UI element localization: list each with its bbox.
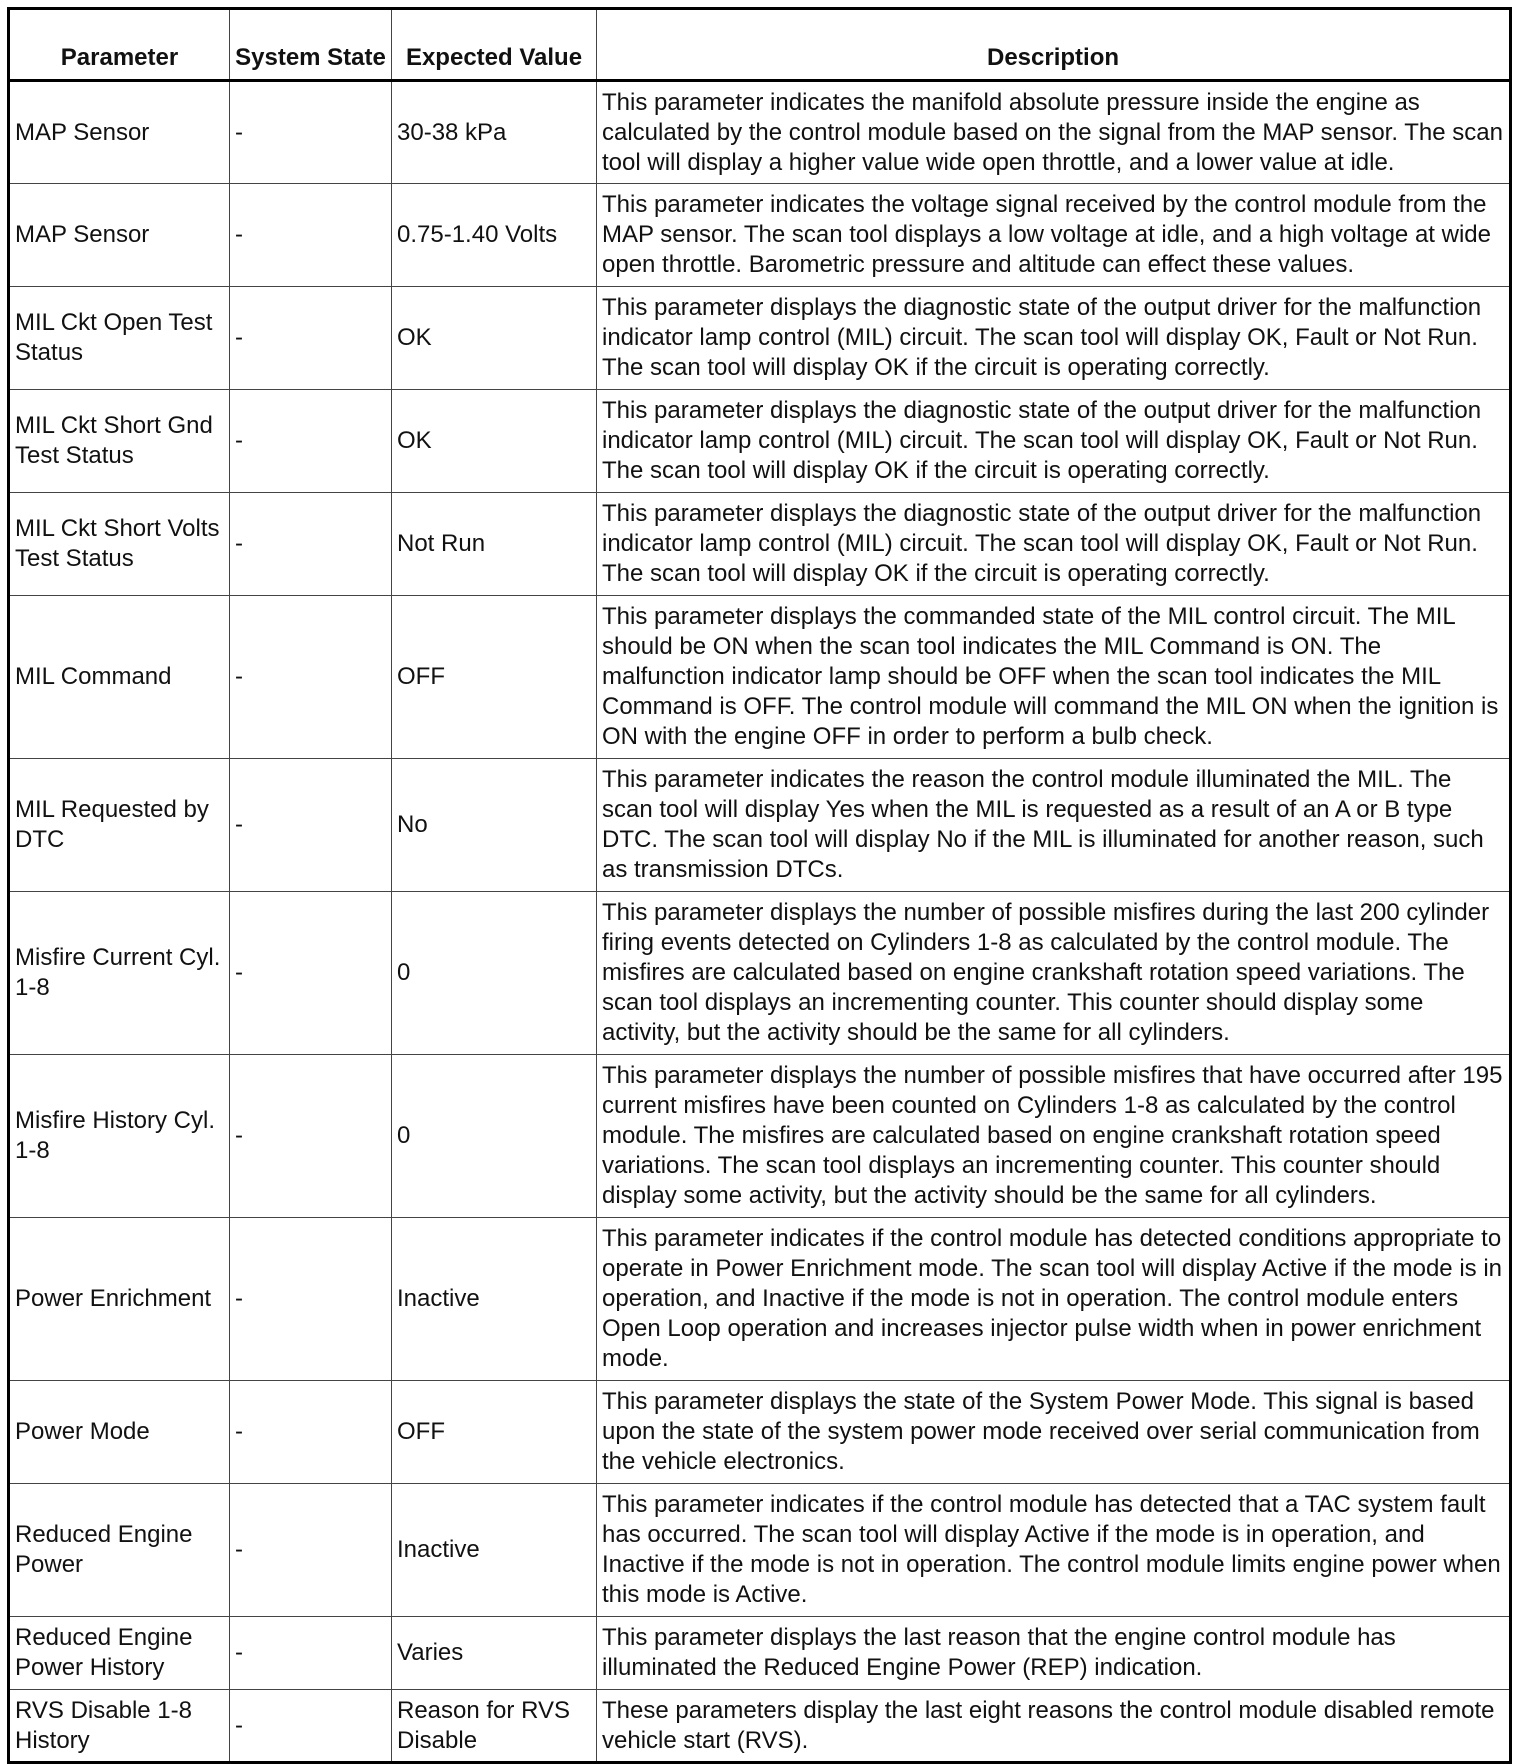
header-expected-value: Expected Value	[392, 9, 597, 81]
cell-parameter: RVS Disable 1-8 History	[9, 1690, 230, 1763]
table-row	[9, 1690, 1511, 1763]
table-row	[9, 184, 1511, 287]
cell-description: This parameter displays the last reason that the engine control module has illuminated the Reduced Engine Power (REP) indication.	[597, 1617, 1511, 1690]
table-row	[9, 1381, 1511, 1484]
cell-expected-value: 0	[392, 892, 597, 1055]
cell-system-state: -	[230, 1055, 392, 1218]
cell-expected-value: 30-38 kPa	[392, 81, 597, 184]
table-row	[9, 1055, 1511, 1218]
cell-parameter: Misfire Current Cyl. 1-8	[9, 892, 230, 1055]
cell-expected-value: 0.75-1.40 Volts	[392, 184, 597, 287]
cell-expected-value: 0	[392, 1055, 597, 1218]
table-row	[9, 759, 1511, 892]
cell-system-state: -	[230, 1484, 392, 1617]
cell-description: These parameters display the last eight reasons the control module disabled remote vehicle start (RVS).	[597, 1690, 1511, 1763]
table-row	[9, 1484, 1511, 1617]
cell-parameter: Reduced Engine Power History	[9, 1617, 230, 1690]
cell-parameter: MIL Ckt Short Gnd Test Status	[9, 390, 230, 493]
cell-description: This parameter displays the number of possible misfires during the last 200 cylinder firing events detected on Cylinders 1-8 as calculated by the control module. The misfires are calculated based on engine crankshaft rotation speed variations. The scan tool displays an incrementing counter. This counter should display some activity, but the activity should be the same for all cylinders.	[597, 892, 1511, 1055]
table-row	[9, 596, 1511, 759]
table-row	[9, 287, 1511, 390]
header-row	[9, 9, 1511, 81]
cell-description: This parameter indicates if the control module has detected conditions appropriate to operate in Power Enrichment mode. The scan tool will display Active if the mode is in operation, and Inactive if the mode is not in operation. The control module enters Open Loop operation and increases injector pulse width when in power enrichment mode.	[597, 1218, 1511, 1381]
table-row	[9, 1218, 1511, 1381]
table-row	[9, 1617, 1511, 1690]
cell-parameter: MIL Ckt Short Volts Test Status	[9, 493, 230, 596]
cell-expected-value: OFF	[392, 596, 597, 759]
cell-system-state: -	[230, 892, 392, 1055]
cell-system-state: -	[230, 1381, 392, 1484]
cell-parameter: MIL Command	[9, 596, 230, 759]
header-description: Description	[597, 9, 1511, 81]
cell-description: This parameter indicates the manifold absolute pressure inside the engine as calculated by the control module based on the signal from the MAP sensor. The scan tool will display a higher value wide open throttle, and a lower value at idle.	[597, 81, 1511, 184]
cell-expected-value: OK	[392, 287, 597, 390]
header-parameter: Parameter	[9, 9, 230, 81]
cell-expected-value: Varies	[392, 1617, 597, 1690]
table-row	[9, 81, 1511, 184]
cell-system-state: -	[230, 1218, 392, 1381]
parameter-table	[7, 7, 1512, 1764]
cell-parameter: Power Enrichment	[9, 1218, 230, 1381]
cell-system-state: -	[230, 81, 392, 184]
cell-parameter: Misfire History Cyl. 1-8	[9, 1055, 230, 1218]
cell-system-state: -	[230, 1690, 392, 1763]
cell-expected-value: No	[392, 759, 597, 892]
cell-expected-value: Inactive	[392, 1484, 597, 1617]
cell-description: This parameter displays the commanded state of the MIL control circuit. The MIL should be ON when the scan tool indicates the MIL Command is ON. The malfunction indicator lamp should be OFF when the scan tool indicates the MIL Command is OFF. The control module will command the MIL ON when the ignition is ON with the engine OFF in order to perform a bulb check.	[597, 596, 1511, 759]
cell-system-state: -	[230, 493, 392, 596]
cell-expected-value: OFF	[392, 1381, 597, 1484]
cell-description: This parameter displays the diagnostic state of the output driver for the malfunction indicator lamp control (MIL) circuit. The scan tool will display OK, Fault or Not Run. The scan tool will display OK if the circuit is operating correctly.	[597, 493, 1511, 596]
cell-system-state: -	[230, 596, 392, 759]
cell-expected-value: Reason for RVS Disable	[392, 1690, 597, 1763]
cell-parameter: Power Mode	[9, 1381, 230, 1484]
cell-description: This parameter displays the diagnostic state of the output driver for the malfunction indicator lamp control (MIL) circuit. The scan tool will display OK, Fault or Not Run. The scan tool will display OK if the circuit is operating correctly.	[597, 390, 1511, 493]
cell-system-state: -	[230, 184, 392, 287]
cell-description: This parameter indicates if the control module has detected that a TAC system fault has occurred. The scan tool will display Active if the mode is in operation, and Inactive if the mode is not in operation. The control module limits engine power when this mode is Active.	[597, 1484, 1511, 1617]
cell-parameter: MAP Sensor	[9, 81, 230, 184]
cell-parameter: MAP Sensor	[9, 184, 230, 287]
header-system-state: System State	[230, 9, 392, 81]
cell-description: This parameter displays the state of the System Power Mode. This signal is based upon the state of the system power mode received over serial communication from the vehicle electronics.	[597, 1381, 1511, 1484]
cell-expected-value: Not Run	[392, 493, 597, 596]
table-row	[9, 892, 1511, 1055]
cell-expected-value: OK	[392, 390, 597, 493]
table-row	[9, 493, 1511, 596]
table-row	[9, 390, 1511, 493]
cell-expected-value: Inactive	[392, 1218, 597, 1381]
cell-description: This parameter indicates the reason the control module illuminated the MIL. The scan tool will display Yes when the MIL is requested as a result of an A or B type DTC. The scan tool will display No if the MIL is illuminated for another reason, such as transmission DTCs.	[597, 759, 1511, 892]
cell-parameter: MIL Requested by DTC	[9, 759, 230, 892]
cell-system-state: -	[230, 390, 392, 493]
cell-parameter: MIL Ckt Open Test Status	[9, 287, 230, 390]
cell-system-state: -	[230, 759, 392, 892]
cell-description: This parameter displays the diagnostic state of the output driver for the malfunction indicator lamp control (MIL) circuit. The scan tool will display OK, Fault or Not Run. The scan tool will display OK if the circuit is operating correctly.	[597, 287, 1511, 390]
cell-description: This parameter displays the number of possible misfires that have occurred after 195 current misfires have been counted on Cylinders 1-8 as calculated by the control module. The misfires are calculated based on engine crankshaft rotation speed variations. The scan tool displays an incrementing counter. This counter should display some activity, but the activity should be the same for all cylinders.	[597, 1055, 1511, 1218]
cell-system-state: -	[230, 1617, 392, 1690]
cell-description: This parameter indicates the voltage signal received by the control module from the MAP sensor. The scan tool displays a low voltage at idle, and a high voltage at wide open throttle. Barometric pressure and altitude can effect these values.	[597, 184, 1511, 287]
cell-parameter: Reduced Engine Power	[9, 1484, 230, 1617]
cell-system-state: -	[230, 287, 392, 390]
